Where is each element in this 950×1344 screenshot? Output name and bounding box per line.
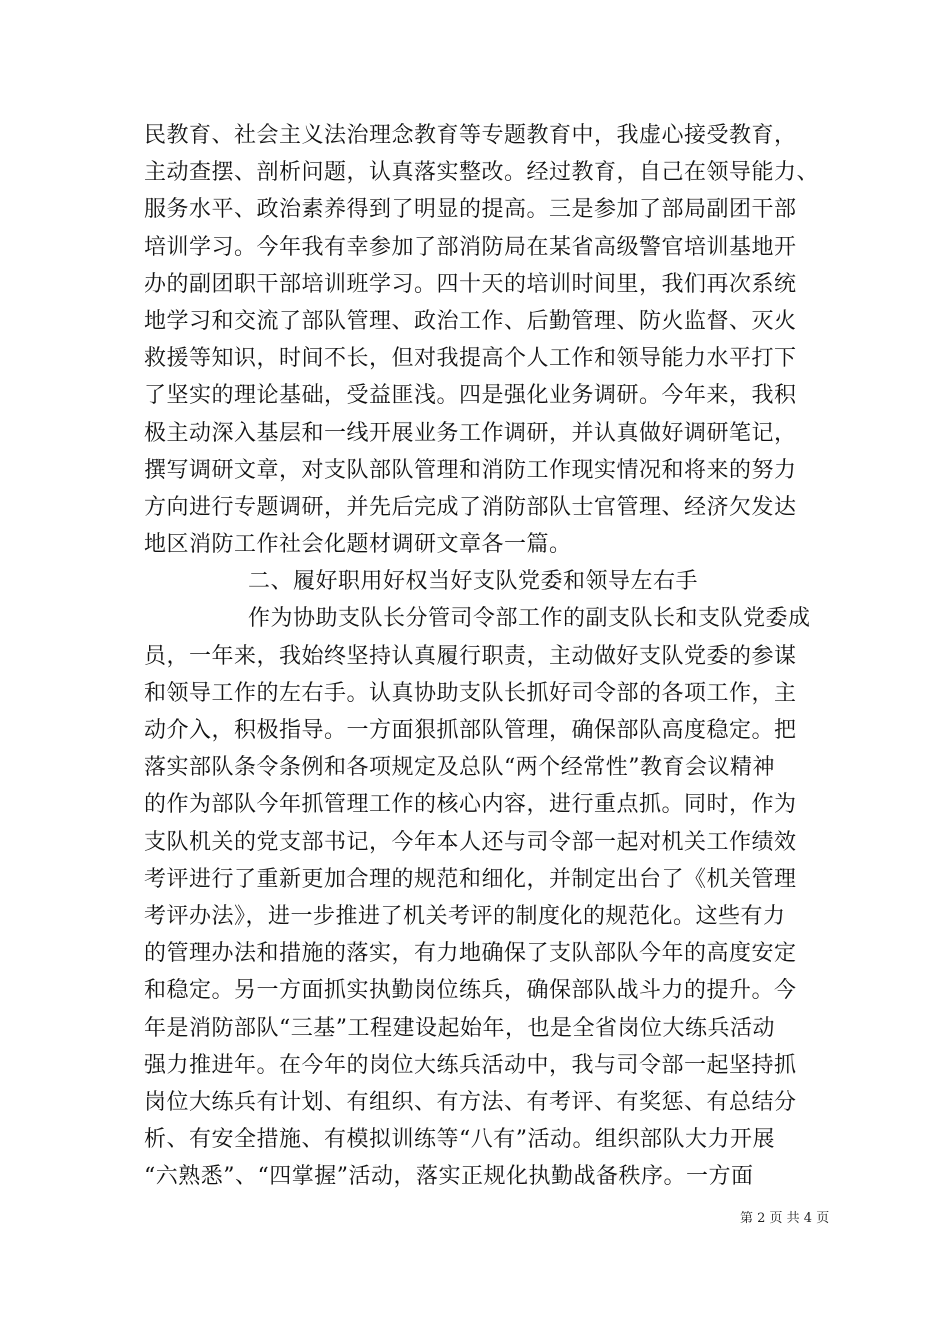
text-line: 民教育、社会主义法治理念教育等专题教育中，我虚心接受教育，: [144, 123, 797, 148]
text-line: 强力推进年。在今年的岗位大练兵活动中，我与司令部一起坚持抓: [144, 1052, 797, 1078]
text-line: 岗位大练兵有计划、有组织、有方法、有考评、有奖惩、有总结分: [144, 1089, 797, 1115]
text-line: 救援等知识，时间不长，但对我提高个人工作和领导能力水平打下: [144, 346, 797, 372]
text-line: 了坚实的理论基础，受益匪浅。四是强化业务调研。今年来，我积: [144, 383, 797, 409]
text-line: 地区消防工作社会化题材调研文章各一篇。: [144, 532, 572, 558]
text-line: 年是消防部队“三基”工程建设起始年，也是全省岗位大练兵活动: [144, 1015, 775, 1041]
text-line: 考评办法》，进一步推进了机关考评的制度化的规范化。这些有力: [144, 903, 786, 929]
text-line: 办的副团职干部培训班学习。四十天的培训时间里，我们再次系统: [144, 271, 797, 297]
text-line: 地学习和交流了部队管理、政治工作、后勤管理、防火监督、灭火: [144, 308, 797, 334]
text-line: 和领导工作的左右手。认真协助支队长抓好司令部的各项工作，主: [144, 680, 797, 706]
text-line: 支队机关的党支部书记，今年本人还与司令部一起对机关工作绩效: [144, 829, 797, 855]
text-line: 的作为部队今年抓管理工作的核心内容，进行重点抓。同时，作为: [144, 792, 797, 818]
text-line: 和稳定。另一方面抓实执勤岗位练兵，确保部队战斗力的提升。今: [144, 978, 797, 1004]
text-line: 的管理办法和措施的落实，有力地确保了支队部队今年的高度安定: [144, 941, 797, 967]
document-body: [144, 117, 820, 1195]
text-line: 员，一年来，我始终坚持认真履行职责，主动做好支队党委的参谋: [144, 643, 797, 669]
text-line: 析、有安全措施、有模拟训练等“八有”活动。组织部队大力开展: [144, 1127, 775, 1153]
text-line: “六熟悉”、“四掌握”活动，落实正规化执勤战备秩序。一方面: [144, 1164, 754, 1190]
text-line: 方向进行专题调研，并先后完成了消防部队士官管理、经济欠发达: [144, 494, 797, 520]
text-line: 培训学习。今年我有幸参加了部消防局在某省高级警官培训基地开: [144, 234, 797, 260]
text-line: 服务水平、政治素养得到了明显的提高。三是参加了部局副团干部: [144, 197, 797, 223]
text-line: 主动查摆、剖析问题，认真落实整改。经过教育，自己在领导能力、: [144, 160, 820, 186]
text-line: 极主动深入基层和一线开展业务工作调研，并认真做好调研笔记，: [144, 420, 797, 446]
text-line: 动介入，积极指导。一方面狠抓部队管理，确保部队高度稳定。把: [144, 718, 797, 743]
page-number-footer: 第 2 页 共 4 页: [740, 1211, 830, 1226]
text-line: 考评进行了重新更加合理的规范和细化，并制定出台了《机关管理: [144, 866, 797, 892]
text-line: 落实部队条令条例和各项规定及总队“两个经常性”教育会议精神: [144, 755, 775, 781]
paragraph-first-line: 作为协助支队长分管司令部工作的副支队长和支队党委成: [248, 606, 811, 632]
section-heading: 二、履好职用好权当好支队党委和领导左右手: [248, 569, 699, 595]
text-line: 撰写调研文章，对支队部队管理和消防工作现实情况和将来的努力: [144, 457, 797, 483]
